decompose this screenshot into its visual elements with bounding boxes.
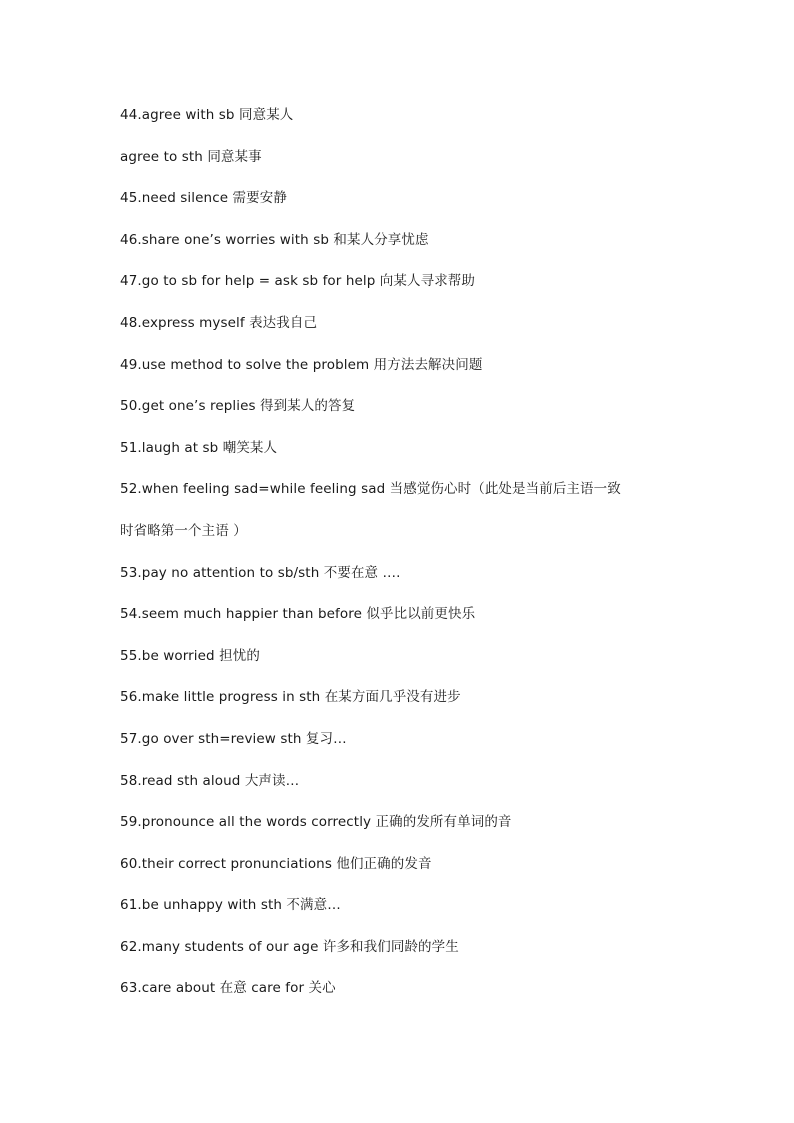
text-line: 52.when feeling sad=while feeling sad 当感觉伤心时（此处是当前后主语一致 [120,481,621,498]
text-line: 63.care about 在意 care for 关心 [120,980,336,997]
text-line: 57.go over sth=review sth 复习… [120,730,347,747]
text-line: 50.get one’s replies 得到某人的答复 [120,398,356,415]
text-line: 46.share one’s worries with sb 和某人分享忧虑 [120,231,429,248]
text-line: 51.laugh at sb 嘲笑某人 [120,439,278,456]
text-line: 48.express myself 表达我自己 [120,314,318,331]
text-line: 59.pronounce all the words correctly 正确的发所有单词的音 [120,814,512,831]
text-line: 53.pay no attention to sb/sth 不要在意 …. [120,564,401,581]
text-line: 44.agree with sb 同意某人 [120,107,294,123]
text-line: 58.read sth aloud 大声读… [120,772,300,789]
text-line: agree to sth 同意某事 [120,148,262,165]
text-line: 62.many students of our age 许多和我们同龄的学生 [120,938,459,955]
text-line: 56.make little progress in sth 在某方面几乎没有进步 [120,689,461,706]
text-line: 61.be unhappy with sth 不满意… [120,897,341,914]
vocabulary-list [120,105,720,1020]
text-line: 45.need silence 需要安静 [120,190,287,207]
text-line: 时省略第一个主语 ） [120,522,247,539]
text-line: 49.use method to solve the problem 用方法去解决问题 [120,356,483,373]
text-line: 60.their correct pronunciations 他们正确的发音 [120,855,432,872]
text-line: 55.be worried 担忧的 [120,647,260,664]
text-line: 54.seem much happier than before 似乎比以前更快乐 [120,606,476,623]
text-line: 47.go to sb for help = ask sb for help 向某人寻求帮助 [120,273,475,290]
